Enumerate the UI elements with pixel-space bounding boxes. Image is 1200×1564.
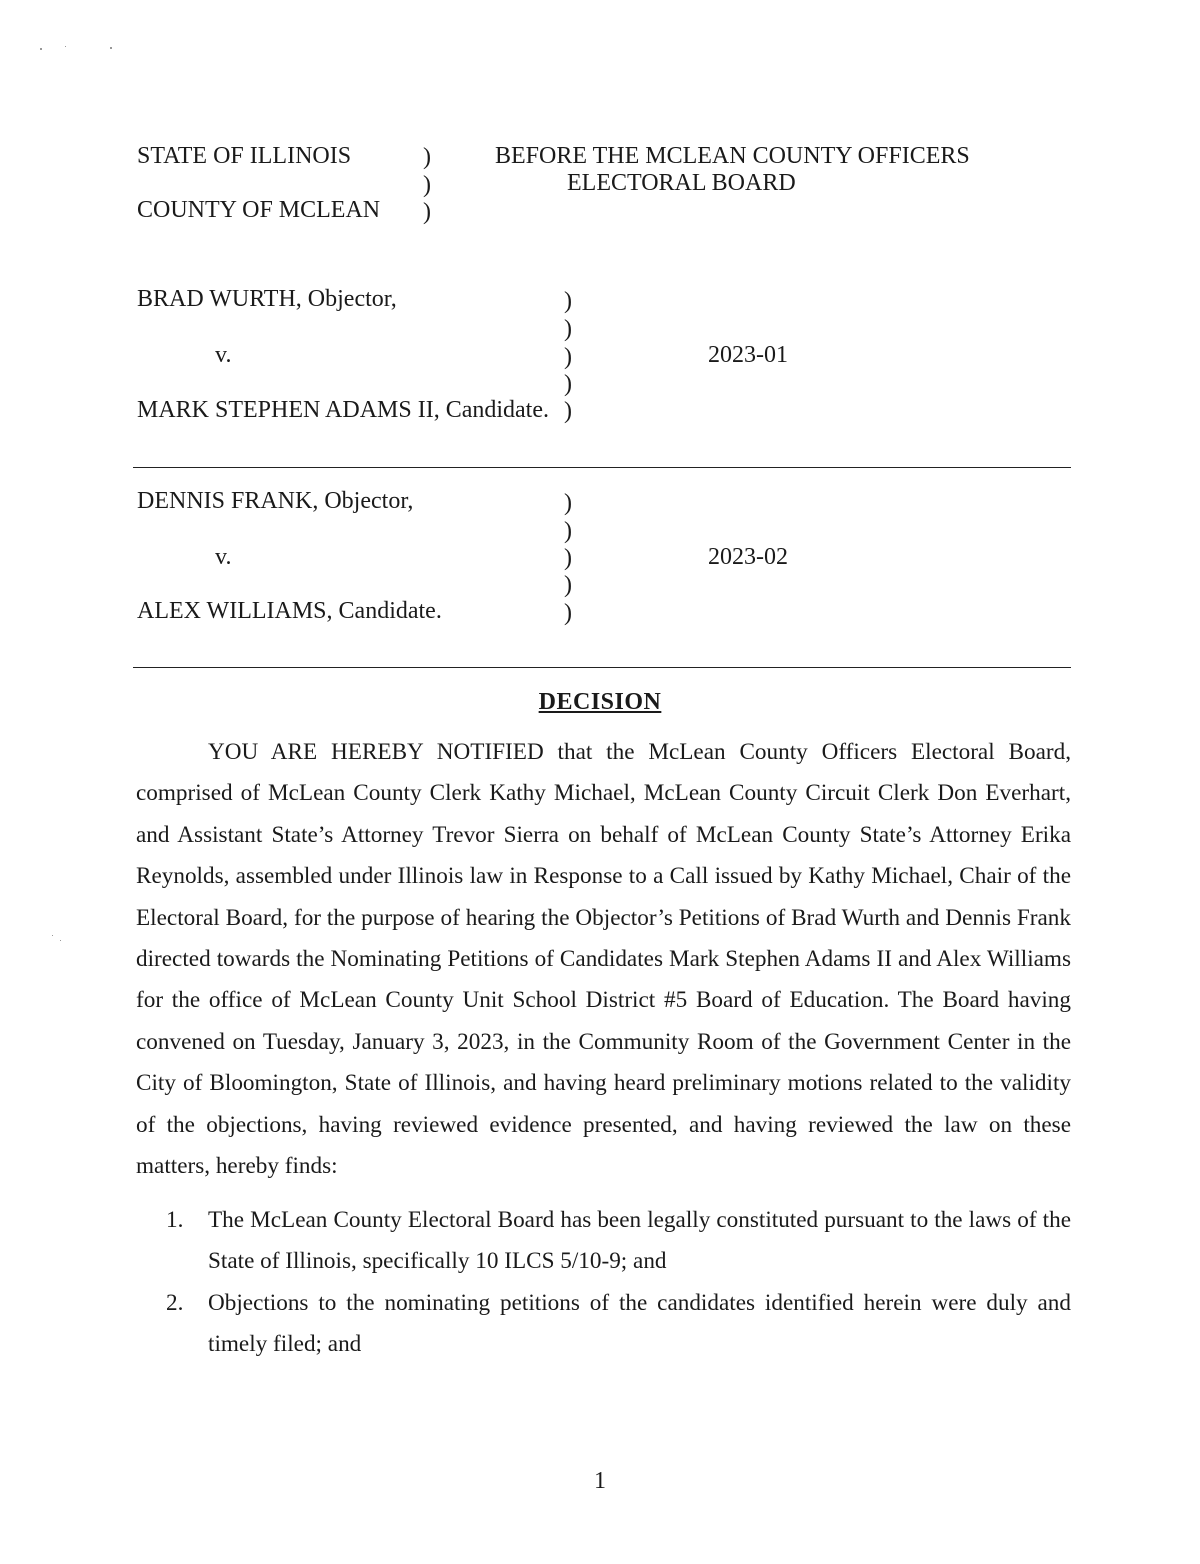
finding-number: 2.: [166, 1290, 184, 1316]
board-title-line1: BEFORE THE MCLEAN COUNTY OFFICERS: [495, 143, 970, 169]
case-number: 2023-01: [708, 342, 788, 368]
finding-text: The McLean County Electoral Board has been legally constituted pursuant to the laws of the State of Illinois, specifically 10 ILCS 5/10-9; and: [208, 1207, 1071, 1275]
objector-name: DENNIS FRANK, Objector,: [137, 488, 414, 514]
case-paren: ): [564, 545, 572, 571]
scan-speck: [40, 48, 42, 50]
finding-number: 1.: [166, 1207, 184, 1233]
scan-speck: [60, 940, 61, 941]
case-paren: ): [564, 316, 572, 342]
case-paren: ): [564, 398, 572, 424]
page-number: 1: [594, 1468, 606, 1494]
state-label: STATE OF ILLINOIS: [137, 143, 352, 169]
caption-paren: ): [423, 199, 431, 225]
board-title-line2: ELECTORAL BOARD: [567, 170, 796, 196]
versus-label: v.: [215, 544, 232, 570]
scan-speck: [65, 46, 66, 47]
versus-label: v.: [215, 342, 232, 368]
decision-heading: DECISION: [538, 689, 662, 715]
case-number: 2023-02: [708, 544, 788, 570]
case-paren: ): [564, 288, 572, 314]
caption-paren: ): [423, 144, 431, 170]
caption-paren: ): [423, 172, 431, 198]
divider-rule: [133, 667, 1071, 668]
objector-name: BRAD WURTH, Objector,: [137, 286, 397, 312]
case-paren: ): [564, 572, 572, 598]
case-paren: ): [564, 600, 572, 626]
case-paren: ): [564, 344, 572, 370]
case-paren: ): [564, 371, 572, 397]
case-paren: ): [564, 518, 572, 544]
candidate-name: ALEX WILLIAMS, Candidate.: [137, 598, 442, 624]
candidate-name: MARK STEPHEN ADAMS II, Candidate.: [137, 397, 549, 423]
divider-rule: [133, 467, 1071, 468]
case-paren: ): [564, 490, 572, 516]
county-label: COUNTY OF MCLEAN: [137, 197, 381, 223]
finding-text: Objections to the nominating petitions of the candidates identified herein were duly and timely filed; and: [208, 1290, 1071, 1358]
scan-speck: [52, 935, 53, 936]
decision-body: YOU ARE HEREBY NOTIFIED that the McLean County Officers Electoral Board, comprised of McLean County Clerk Kathy Michael, McLean County Circuit Clerk Don Everhart, and Assistant State’s Attorney Trevor Sierra on behalf of McLean County State’s Attorney Erika Reynolds, assembled under Illinois law in Response to a Call issued by Kathy Michael, Chair of the Electoral Board, for the purpose of hearing the Objector’s Petitions of Brad Wurth and Dennis Frank directed towards the Nominating Petitions of Candidates Mark Stephen Adams II and Alex Williams for the office of McLean County Unit School District #5 Board of Education. The Board having convened on Tuesday, January 3, 2023, in the Community Room of the Government Center in the City of Bloomington, State of Illinois, and having heard preliminary motions related to the validity of the objections, having reviewed evidence presented, and having reviewed the law on these matters, hereby finds:: [136, 739, 1071, 1180]
scan-speck: [110, 47, 112, 49]
